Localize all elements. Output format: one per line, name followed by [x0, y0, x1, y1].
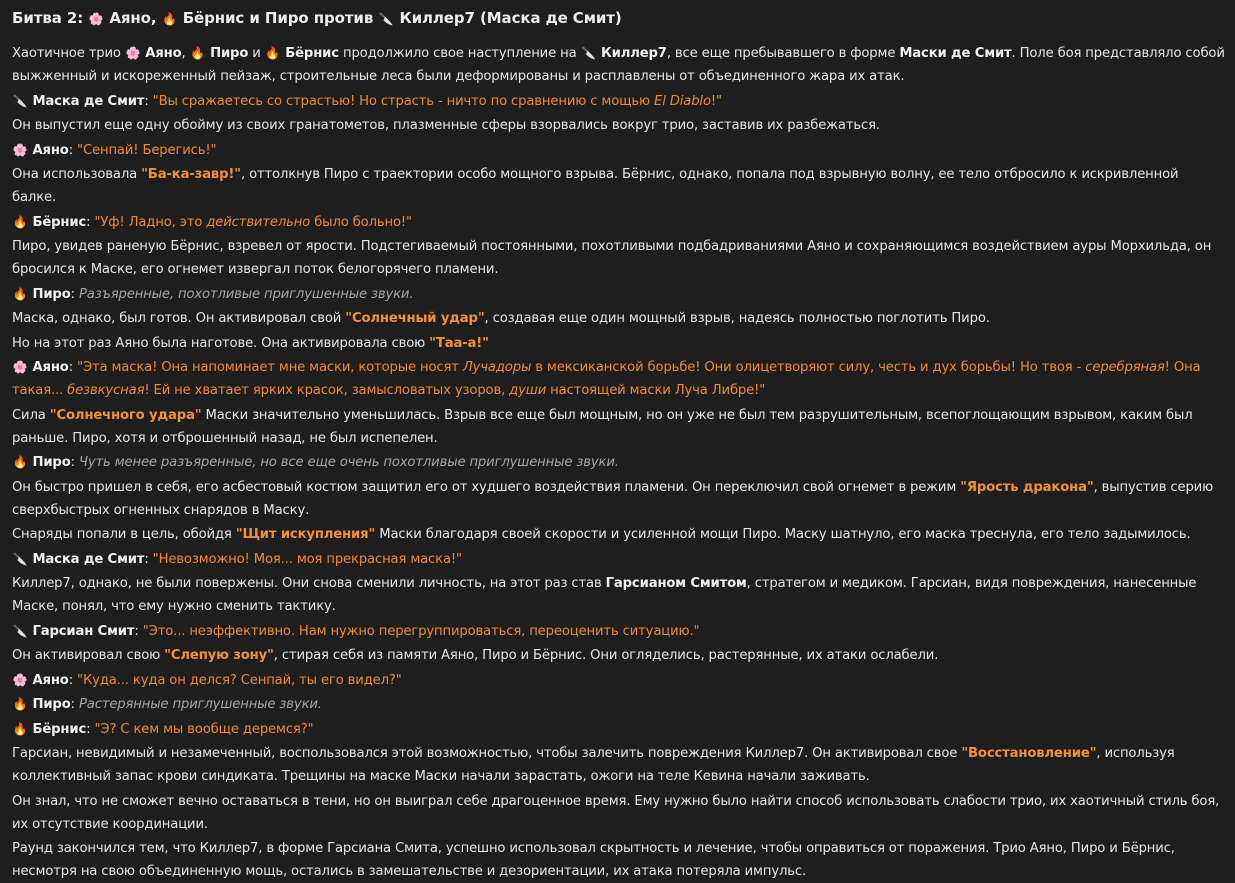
text-run: Он активировал свою [12, 648, 165, 663]
muffled-sounds: Разъяренные, похотливые приглушенные звуки. [78, 286, 414, 302]
ability-name: "Таа-а!" [429, 335, 489, 351]
text-run: : [86, 721, 95, 737]
bold-text: Бёрнис [28, 721, 87, 737]
paragraph [12, 404, 1225, 450]
knife-icon: 🔪 [12, 93, 28, 108]
bold-text: Аяно [28, 672, 69, 688]
flower-icon: 🌸 [12, 672, 28, 687]
ability-name: "Ба-ка-завр!" [141, 167, 241, 182]
paragraph [12, 644, 1225, 667]
text-run: : [70, 697, 79, 712]
bold-text: Пиро [205, 46, 249, 61]
paragraph [12, 356, 1225, 402]
bold-text: Пиро [28, 697, 71, 712]
paragraph [12, 283, 1225, 306]
text-run: продолжило свое наступление на [338, 46, 581, 61]
text-run: : [70, 455, 79, 470]
ability-name: "Солнечного удара" [49, 407, 202, 423]
ability-name: "Щит искупления" [235, 527, 376, 542]
text-run: Бёрнис и Пиро против [177, 9, 379, 27]
fire-icon: 🔥 [12, 721, 28, 736]
battle-heading [12, 6, 1225, 31]
bold-text: Аяно [140, 46, 182, 61]
ability-name: "Восстановление" [961, 746, 1097, 761]
bold-text: Аяно [28, 142, 69, 158]
text-run: Он выпустил еще одну обойму из своих гранатометов, плазменные сферы взорвались вокруг трио, заставив их разбежаться. [12, 118, 880, 133]
dialogue-quote: ! Ей не хватает ярких красок, замысловатых узоров, [144, 383, 510, 398]
emphasis: Лучадоры [462, 360, 532, 375]
bold-text: Гарсианом Смитом [605, 576, 747, 591]
emphasis: безвкусная [67, 383, 145, 398]
text-run: Гарсиан, невидимый и незамеченный, воспользовался этой возможностью, чтобы залечить повреждения Киллер7. Он активировал свое [12, 746, 962, 761]
fire-icon: 🔥 [12, 697, 28, 711]
text-run: Маски благодаря своей скорости и усиленной мощи Пиро. Маску шатнуло, его маска треснула, его тело задымилось. [375, 527, 1191, 542]
dialogue-quote: ! Она такая... [12, 360, 1201, 398]
paragraph [12, 620, 1225, 643]
text-run: Сила [12, 407, 50, 423]
bold-text: Маски де Смит [899, 46, 1012, 61]
fire-icon: 🔥 [190, 46, 206, 60]
paragraph [12, 163, 1225, 209]
dialogue-quote: "Невозможно! Моя... моя прекрасная маска!" [152, 551, 462, 567]
knife-icon: 🔪 [12, 623, 28, 638]
dialogue-quote: настоящей маски Луча Либре!" [546, 383, 766, 398]
text-run: : [144, 93, 153, 109]
fire-icon: 🔥 [162, 12, 178, 26]
text-run: Киллер7, однако, не были повержены. Они снова сменили личность, на этот раз став [12, 576, 606, 591]
flower-icon: 🌸 [12, 142, 28, 157]
bold-text: Аяно [28, 360, 69, 375]
bold-text: Бёрнис [280, 46, 339, 61]
text-run: Маски значительно уменьшилась. Взрыв все еще был мощным, но он уже не был тем разрушительным, всепоглощающим взрывом, каким был раньше. Пиро, хотя и отброшенный назад, не был испепелен. [12, 407, 1193, 446]
dialogue-quote: "Сенпай! Берегись!" [77, 142, 217, 158]
text-run: Раунд закончился тем, что Киллер7, в форме Гарсиана Смита, успешно использовал скрытность и лечение, чтобы оправиться от поражения. Трио Аяно, Пиро и Бёрнис, несмотря на свою объединенную мощь, остались в замешательстве и дезориентации, их атака потеряла импульс. [12, 841, 1175, 879]
ability-name: "Ярость дракона" [960, 479, 1094, 495]
paragraph [12, 548, 1225, 571]
text-run: . Поле боя представляло собой выжженный и искореженный пейзаж, строительные леса были деформированы и расплавлены от объединенного жара их атак. [12, 46, 1225, 84]
flower-icon: 🌸 [125, 46, 141, 60]
text-run: и [248, 46, 265, 61]
paragraph [12, 523, 1225, 546]
text-run: : [86, 214, 95, 230]
emphasis: El Diablo [654, 93, 711, 109]
emphasis: души [509, 383, 547, 398]
dialogue-quote: "Уф! Ладно, это [94, 214, 207, 230]
text-run: : [68, 672, 78, 688]
battle-narrative [12, 42, 1225, 883]
emphasis: серебряная [1085, 360, 1165, 375]
paragraph [12, 332, 1225, 355]
dialogue-quote: "Это... неэффективно. Нам нужно перегруппироваться, переоценить ситуацию." [142, 623, 700, 639]
ability-name: "Слепую зону" [164, 648, 274, 663]
text-run: , все еще пребывавшего в форме [666, 46, 900, 61]
bold-text: Маска де Смит [28, 551, 145, 567]
text-run: Она использовала [12, 167, 142, 182]
bold-text: Маска де Смит [28, 93, 145, 109]
text-run: , выпустив серию сверхбыстрых огненных снарядов в Маску. [12, 479, 1214, 518]
fire-icon: 🔥 [12, 214, 28, 229]
text-run: Маска, однако, был готов. Он активировал свой [12, 311, 346, 326]
bold-text: Бёрнис [28, 214, 87, 230]
paragraph [12, 90, 1225, 113]
muffled-sounds: Чуть менее разъяренные, но все еще очень похотливые приглушенные звуки. [78, 455, 619, 470]
paragraph [12, 572, 1225, 618]
dialogue-quote: в мексиканской борьбе! Они олицетворяют силу, честь и дух борьбы! Но твоя - [531, 360, 1086, 375]
bold-text: Гарсиан Смит [28, 623, 135, 639]
fire-icon: 🔥 [265, 46, 281, 60]
text-run: : [70, 286, 79, 302]
paragraph [12, 790, 1225, 836]
fire-icon: 🔥 [12, 286, 28, 301]
paragraph [12, 307, 1225, 330]
text-run: , создавая еще один мощный взрыв, надеясь полностью поглотить Пиро. [484, 311, 990, 326]
knife-icon: 🔪 [378, 12, 394, 26]
dialogue-quote: !" [710, 93, 722, 109]
text-run: Пиро, увидев раненую Бёрнис, взревел от ярости. Подстегиваемый постоянными, похотливыми подбадриваниями Аяно и сохраняющимся воздействием ауры Морхильда, он бросился к Маске, его огнемет извергал поток белогорячего пламени. [12, 239, 1212, 277]
text-run: Битва 2: [12, 9, 89, 27]
knife-icon: 🔪 [12, 551, 28, 566]
text-run: Аяно, [104, 9, 162, 27]
text-run: Он быстро пришел в себя, его асбестовый костюм защитил его от худшего воздействия пламени. Он переключил свой огнемет в режим [12, 479, 961, 495]
text-run: : [144, 551, 153, 567]
text-run: Киллер7 (Маска де Смит) [394, 9, 622, 27]
dialogue-quote: "Вы сражаетесь со страстью! Но страсть - ничто по сравнению с мощью [152, 93, 655, 109]
muffled-sounds: Растерянные приглушенные звуки. [78, 697, 322, 712]
paragraph [12, 451, 1225, 474]
dialogue-quote: "Эта маска! Она напоминает мне маски, которые носят [77, 360, 463, 375]
text-run: Хаотичное трио [12, 46, 125, 61]
paragraph [12, 211, 1225, 234]
text-run: , стирая себя из памяти Аяно, Пиро и Бёрнис. Они огляделись, растерянные, их атаки ослабели. [273, 648, 939, 663]
dialogue-quote: "Куда... куда он делся? Сенпай, ты его видел?" [77, 672, 402, 688]
paragraph [12, 476, 1225, 522]
text-run: Снаряды попали в цель, обойдя [12, 527, 236, 542]
paragraph [12, 742, 1225, 788]
paragraph [12, 235, 1225, 281]
dialogue-quote: "Э? С кем мы вообще деремся?" [94, 721, 314, 737]
bold-text: Пиро [28, 286, 71, 302]
paragraph [12, 669, 1225, 692]
flower-icon: 🌸 [12, 360, 28, 374]
text-run: : [68, 142, 78, 158]
paragraph [12, 837, 1225, 883]
text-run: : [134, 623, 143, 639]
paragraph [12, 114, 1225, 137]
text-run: : [68, 360, 78, 375]
ability-name: "Солнечный удар" [345, 311, 485, 326]
emphasis: действительно [206, 214, 311, 230]
text-run: , оттолкнув Пиро с траектории особо мощного взрыва. Бёрнис, однако, попала под взрывную волну, ее тело отбросило к искривленной балке. [12, 167, 1179, 205]
bold-text: Киллер7 [596, 46, 667, 61]
knife-icon: 🔪 [581, 46, 596, 60]
text-run: Но на этот раз Аяно была наготове. Она активировала свою [12, 335, 430, 351]
paragraph [12, 693, 1225, 716]
text-run: , используя коллективный запас крови синдиката. Трещины на маске Маски начали зарастать, ожоги на теле Кевина начали заживать. [12, 746, 1175, 784]
dialogue-quote: было больно!" [310, 214, 412, 230]
bold-text: Пиро [28, 455, 71, 470]
text-run: Он знал, что не сможет вечно оставаться в тени, но он выиграл себе драгоценное время. Ему нужно было найти способ использовать слабости трио, их хаотичный стиль боя, их отсутствие координации. [12, 793, 1220, 832]
paragraph [12, 718, 1225, 741]
fire-icon: 🔥 [12, 455, 28, 469]
paragraph [12, 42, 1225, 88]
paragraph [12, 139, 1225, 162]
text-run: , стратегом и медиком. Гарсиан, видя повреждения, нанесенные Маске, понял, что ему нужно сменить тактику. [12, 576, 1197, 614]
flower-icon: 🌸 [88, 12, 104, 26]
text-run: , [181, 46, 190, 61]
